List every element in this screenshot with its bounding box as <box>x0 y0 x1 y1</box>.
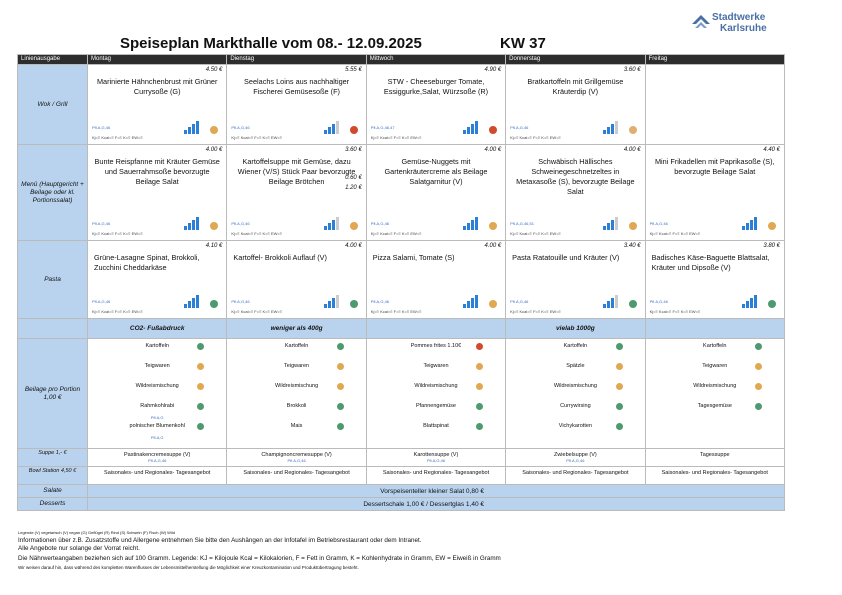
side-dish: Wildreismischung <box>553 383 597 389</box>
page-title: Speiseplan Markthalle vom 08.- 12.09.2025 <box>120 35 422 52</box>
row-label: Salate <box>18 485 88 498</box>
suppe-text: Karottensuppe (V) <box>413 452 459 458</box>
rating-dot-icon <box>755 343 762 350</box>
rating-dot-icon <box>629 126 637 134</box>
dish-name: Bratkartoffeln mit Grillgemüse Kräuterdip (V) <box>527 77 624 96</box>
bowl-text: Saisonales- und Regionales- Tagesangebot <box>104 470 211 476</box>
menu-cell <box>645 241 784 319</box>
rating-dot-icon <box>629 300 637 308</box>
allergens: Pfl.A,G,46 <box>231 125 250 130</box>
rating-dot-icon <box>768 222 776 230</box>
bowl-cell <box>506 467 645 485</box>
dish-name: Gemüse-Nuggets mit Gartenkräutercreme als Beilage Salatgarnitur (V) <box>384 157 488 186</box>
rating-dot-icon <box>210 126 218 134</box>
nutrition: Kj=≡ Kcal=≡ F=≡ K=≡ EW=≡ <box>510 309 561 314</box>
menu-cell <box>88 241 227 319</box>
footer-line: Informationen über z.B. Zusatzstoffe und Allergene entnehmen Sie bitte den Aushängen an der Infotafel im Betriebsrestaurant oder dem Intranet. <box>18 537 422 544</box>
dish-name: Kartoffelsuppe mit Gemüse, dazu Wiener (V/S) Stück Paar bevorzugte Beilage Brötchen <box>237 157 356 186</box>
bowl-text: Saisonales- und Regionales- Tagesangebot <box>243 470 350 476</box>
side-dish: Spätzle <box>566 363 585 369</box>
allergens: Pfl.A,G,46 <box>510 125 529 130</box>
allergens: Pfl.A,G,46,51 <box>510 221 534 226</box>
price: 3.60 € <box>623 67 641 73</box>
side-dish: Wildreismischung <box>414 383 458 389</box>
menu-cell <box>506 241 645 319</box>
beilagen-cell <box>227 339 366 449</box>
side-dish: Kartoffeln <box>563 343 588 349</box>
bowl-text: Saisonales- und Regionales- Tagesangebot <box>382 470 490 476</box>
allergens: Pfl.A,G,46 <box>287 458 306 463</box>
rating-dot-icon <box>337 343 344 350</box>
row-label: Pasta <box>18 241 88 319</box>
logo-line2: Karlsruhe <box>720 23 767 34</box>
price: 3.40 € <box>623 243 641 249</box>
nutrition: Kj=≡ Kcal=≡ F=≡ K=≡ EW=≡ <box>231 309 283 314</box>
nutrition: Kj=≡ Kcal=≡ F=≡ K=≡ EW=≡ <box>649 309 701 314</box>
rating-dot-icon <box>616 383 623 390</box>
co2-bars-icon <box>184 120 202 134</box>
rating-dot-icon <box>489 222 497 230</box>
co2-bars-icon <box>603 120 621 134</box>
price: 4.00 € <box>484 243 502 249</box>
nutrition: Kj=≡ Kcal=≡ F=≡ K=≡ EW=≡ <box>92 231 143 236</box>
dish-name: Kartoffel- Brokkoli Auflauf (V) <box>233 253 327 262</box>
bowl-cell <box>645 467 784 485</box>
co2-bars-icon <box>324 120 342 134</box>
price: 4.50 € <box>205 67 223 73</box>
price: 4.40 € <box>763 147 780 153</box>
row-label: Beilage pro Portion 1,00 € <box>18 339 88 449</box>
suppe-text: Tagessuppe <box>699 452 730 458</box>
menu-cell <box>227 145 366 241</box>
suppe-text: Pastinakencremesuppe (V) <box>124 452 191 458</box>
co2-cell: vielab 1000g <box>506 319 645 339</box>
side-dish: Kartoffeln <box>703 343 727 349</box>
allergens: Pfl.A,G <box>150 415 164 420</box>
allergens: Pfl.A,G,46 <box>370 299 390 304</box>
beilagen-cell <box>88 339 227 449</box>
allergens: Pfl.A,G,46 <box>426 458 446 463</box>
allergens: Pfl.A,G,46 <box>649 221 668 226</box>
suppe-text: Champignoncremesuppe (V) <box>261 452 332 458</box>
price: 4.00 € <box>484 147 502 153</box>
menu-cell <box>506 65 645 145</box>
dish-name: Grüne-Lasagne Spinat, Brokkoli, Zucchini Cheddarkäse <box>94 253 200 272</box>
rating-dot-icon <box>768 300 776 308</box>
desserts-row <box>18 498 785 511</box>
suppe-cell <box>227 449 366 467</box>
allergens: Pfl.A,G,46 <box>231 299 250 304</box>
suppe-cell <box>88 449 227 467</box>
price: 3.80 € <box>763 243 780 249</box>
side-dish: Kartoffeln <box>145 343 169 349</box>
menu-cell <box>506 145 645 241</box>
row-label: Desserts <box>18 498 88 511</box>
co2-bars-icon <box>742 216 760 230</box>
calendar-week: KW 37 <box>500 35 546 52</box>
rating-dot-icon <box>350 300 358 308</box>
rating-dot-icon <box>755 383 762 390</box>
logo-line1: Stadtwerke <box>712 12 766 23</box>
suppe-text: Zwiebelsuppe (V) <box>553 452 597 458</box>
menu-cell <box>366 241 505 319</box>
footer-line: Die Nährwerteangaben beziehen sich auf 100 Gramm. Legende: KJ = Kilojoule Kcal = Kilokalorien, F = Fett in Gramm, K = Kohlenhydrate in Gramm, EW = Eiweiß in Gramm <box>18 555 501 562</box>
nutrition: Kj=≡ Kcal=≡ F=≡ K=≡ EW=≡ <box>649 231 701 236</box>
legend: Legende (V) vegetarisch (V) vegan (G) Geflügel (R) Rind (S) Schwein (F) Fisch (W) Wild <box>18 530 175 535</box>
co2-bars-icon <box>742 294 760 308</box>
suppe-cell <box>506 449 645 467</box>
rating-dot-icon <box>337 423 344 430</box>
price: 4.10 € <box>205 243 223 249</box>
side-dish: Brokkoli <box>286 403 307 409</box>
menu-cell <box>227 65 366 145</box>
suppe-row <box>18 449 785 467</box>
side-dish: Tagesgemüse <box>697 403 732 409</box>
price: 4.00 € <box>205 147 223 153</box>
rating-dot-icon <box>616 403 623 410</box>
nutrition: Kj=≡ Kcal=≡ F=≡ K=≡ EW=≡ <box>370 231 422 236</box>
header-cell: Linienausgabe <box>18 55 88 65</box>
bowl-cell <box>88 467 227 485</box>
row-label: Wok / Grill <box>18 65 88 145</box>
co2-bars-icon <box>603 216 621 230</box>
allergens: Pfl.A,G,46 <box>92 299 111 304</box>
side-dish: Teigwaren <box>423 363 449 369</box>
side-dish: Mais <box>290 423 303 429</box>
menu-cell <box>88 145 227 241</box>
nutrition: Kj=≡ Kcal=≡ F=≡ K=≡ EW=≡ <box>92 309 143 314</box>
dish-name: Bunte Reispfanne mit Kräuter Gemüse und Sauerrahmsoße bevorzugte Beilage Salat <box>94 157 220 186</box>
price: 5.55 € <box>345 67 362 73</box>
salate-text: Vorspeisenteller kleiner Salat 0,80 € <box>88 485 785 498</box>
side-dish: Teigwaren <box>702 363 728 369</box>
beilagen-cell <box>506 339 645 449</box>
side-dish: Vichykarotten <box>558 423 592 429</box>
allergens: Pfl.A,G <box>150 435 164 440</box>
side-dish: Wildreismischung <box>135 383 179 389</box>
menu-cell <box>227 241 366 319</box>
price-extra: 0.60 € <box>345 175 362 181</box>
rating-dot-icon <box>337 403 344 410</box>
price: 4.00 € <box>345 243 362 249</box>
allergens: Pfl.A,G,46,47 <box>370 125 395 130</box>
footer-line: Alle Angebote nur solange der Vorrat reicht. <box>18 545 140 552</box>
side-dish: Blattspinat <box>423 423 449 429</box>
rating-dot-icon <box>616 363 623 370</box>
allergens: Pfl.A,G,46 <box>566 458 585 463</box>
header-cell: Freitag <box>645 55 784 65</box>
nutrition: Kj=≡ Kcal=≡ F=≡ K=≡ EW=≡ <box>370 135 422 140</box>
rating-dot-icon <box>489 126 497 134</box>
dish-name: Seelachs Loins aus nachhaltiger Fischerei Gemüsesoße (F) <box>244 77 350 96</box>
nutrition: Kj=≡ Kcal=≡ F=≡ K=≡ EW=≡ <box>370 309 422 314</box>
co2-cell: CO2- Fußabdruck <box>88 319 227 339</box>
co2-bars-icon <box>463 216 481 230</box>
suppe-cell <box>645 449 784 467</box>
side-dish: polnischer Blumenkohl <box>129 423 185 429</box>
rating-dot-icon <box>616 343 623 350</box>
co2-cell <box>366 319 505 339</box>
beilagen-cell <box>366 339 505 449</box>
dish-name: Pizza Salami, Tomate (S) <box>372 253 455 262</box>
side-dish: Pfannengemüse <box>415 403 456 409</box>
desserts-text: Dessertschale 1,00 € / Dessertglas 1,40 € <box>88 498 785 511</box>
beilagen-cell <box>645 339 784 449</box>
menu-cell <box>645 145 784 241</box>
co2-bars-icon <box>184 216 202 230</box>
rating-dot-icon <box>210 222 218 230</box>
rating-dot-icon <box>210 300 218 308</box>
allergens: Pfl.A,G,46 <box>370 221 390 226</box>
side-dish: Wildreismischung <box>275 383 319 389</box>
price: 4.90 € <box>484 67 502 73</box>
allergens: Pfl.A,G,46 <box>92 125 111 130</box>
footer-line: Wir weisen darauf hin, dass während des kompletten Warenflusses der Lebensmittelherstellung die Möglichkeit einer Kreuzkontamination und Produktübertragung besteht. <box>18 565 359 570</box>
side-dish: Teigwaren <box>144 363 170 369</box>
menu-row <box>18 241 785 319</box>
nutrition: Kj=≡ Kcal=≡ F=≡ K=≡ EW=≡ <box>92 135 143 140</box>
side-dish: Rahmkohlrabi <box>140 403 175 409</box>
co2-bars-icon <box>603 294 621 308</box>
menu-cell <box>366 145 505 241</box>
logo-icon <box>690 12 712 34</box>
rating-dot-icon <box>755 403 762 410</box>
co2-cell <box>645 319 784 339</box>
beilagen-row <box>18 339 785 449</box>
row-label: Menü (Hauptgericht + Beilage oder kl. Portionssalat) <box>18 145 88 241</box>
rating-dot-icon <box>629 222 637 230</box>
dish-name: Schwäbisch Hällisches Schweinegeschnetzeltes in Metaxasoße (S), bevorzugte Beilage Salat <box>516 157 635 196</box>
nutrition: Kj=≡ Kcal=≡ F=≡ K=≡ EW=≡ <box>231 231 283 236</box>
co2-row <box>18 319 785 339</box>
nutrition: Kj=≡ Kcal=≡ F=≡ K=≡ EW=≡ <box>231 135 283 140</box>
header-row <box>18 55 785 65</box>
co2-cell: weniger als 400g <box>227 319 366 339</box>
side-dish: Kartoffeln <box>284 343 309 349</box>
dish-name: Marinierte Hähnchenbrust mit Grüner Currysoße (G) <box>96 77 218 96</box>
side-dish: Teigwaren <box>284 363 310 369</box>
header-cell: Dienstag <box>227 55 366 65</box>
co2-spacer <box>18 319 88 339</box>
bowl-cell <box>366 467 505 485</box>
menu-cell <box>88 65 227 145</box>
allergens: Pfl.A,G,46 <box>649 299 668 304</box>
allergens: Pfl.A,G,46 <box>92 221 111 226</box>
allergens: Pfl.A,G,46 <box>510 299 529 304</box>
nutrition: Kj=≡ Kcal=≡ F=≡ K=≡ EW=≡ <box>510 231 561 236</box>
dish-name: Badisches Käse-Baguette Blattsalat, Kräuter und Dipsoße (V) <box>651 253 770 272</box>
dish-name: Pasta Ratatouille und Kräuter (V) <box>512 253 620 262</box>
price: 3.60 € <box>345 147 362 153</box>
co2-bars-icon <box>463 120 481 134</box>
header-cell: Mittwoch <box>366 55 505 65</box>
menu-cell <box>366 65 505 145</box>
rating-dot-icon <box>755 363 762 370</box>
menu-row <box>18 65 785 145</box>
rating-dot-icon <box>489 300 497 308</box>
menu-cell <box>645 65 784 145</box>
side-dish: Currywirsing <box>560 403 591 409</box>
suppe-cell <box>366 449 505 467</box>
co2-bars-icon <box>324 294 342 308</box>
dish-name: STW - Cheeseburger Tomate, Essiggurke,Salat, Würzsoße (R) <box>383 77 489 96</box>
header-cell: Donnerstag <box>506 55 645 65</box>
row-label: Suppe 1,- € <box>18 449 88 467</box>
rating-dot-icon <box>616 423 623 430</box>
bowl-row <box>18 467 785 485</box>
co2-bars-icon <box>463 294 481 308</box>
row-label: Bowl Station 4,50 € <box>18 467 88 485</box>
menu-table <box>17 54 785 511</box>
rating-dot-icon <box>350 126 358 134</box>
co2-bars-icon <box>324 216 342 230</box>
menu-row <box>18 145 785 241</box>
bowl-text: Saisonales- und Regionales- Tagesangebot <box>661 470 768 476</box>
rating-dot-icon <box>350 222 358 230</box>
nutrition: Kj=≡ Kcal=≡ F=≡ K=≡ EW=≡ <box>510 135 561 140</box>
co2-bars-icon <box>184 294 202 308</box>
price: 4.00 € <box>623 147 641 153</box>
dish-name: Mini Frikadellen mit Paprikasoße (S), bevorzugte Beilage Salat <box>654 157 775 176</box>
price-extra: 1.20 € <box>345 185 362 191</box>
header-cell: Montag <box>88 55 227 65</box>
allergens: Pfl.A,G,46 <box>148 458 167 463</box>
allergens: Pfl.A,G,46 <box>231 221 250 226</box>
side-dish: Wildreismischung <box>693 383 737 389</box>
side-dish: Pommes frites 1.10€ <box>410 343 462 349</box>
rating-dot-icon <box>337 363 344 370</box>
salate-row <box>18 485 785 498</box>
company-logo <box>690 12 800 38</box>
rating-dot-icon <box>337 383 344 390</box>
bowl-cell <box>227 467 366 485</box>
bowl-text: Saisonales- und Regionales- Tagesangebot <box>522 470 629 476</box>
